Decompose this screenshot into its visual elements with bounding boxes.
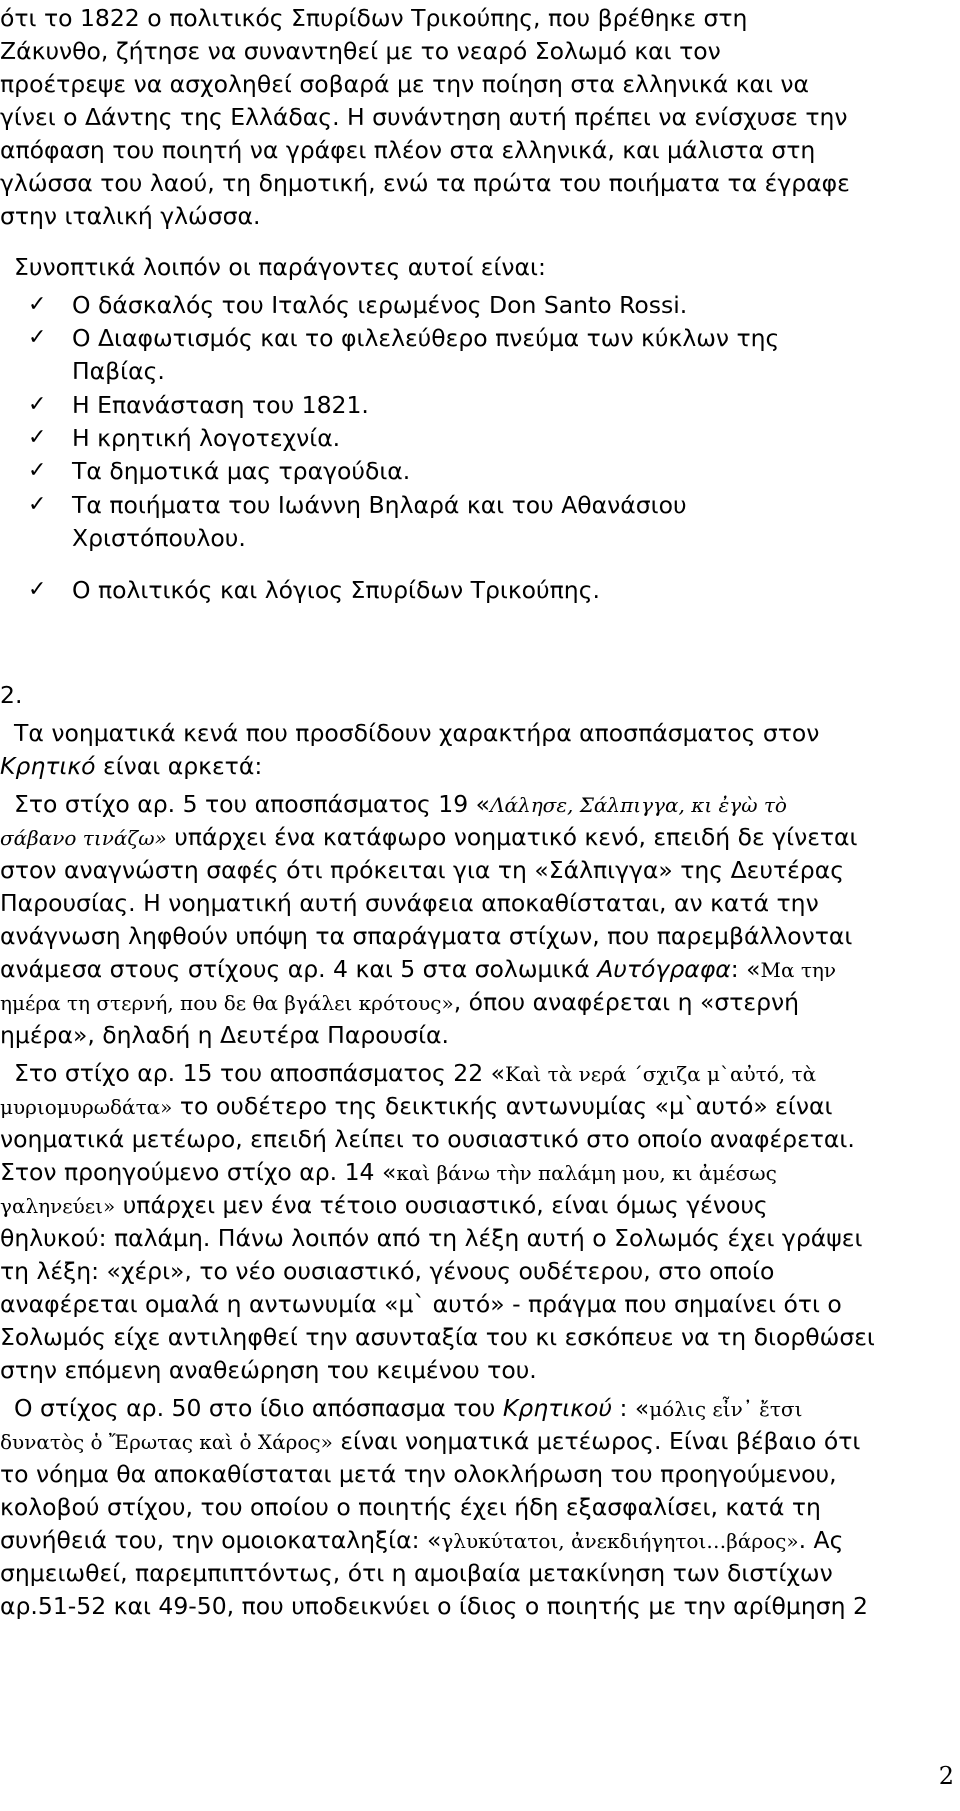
check-icon: ✓: [28, 292, 47, 317]
text-line: στον αναγνώστη σαφές ότι πρόκειται για τη «Σάλπιγγα» της Δευτέρας: [0, 856, 844, 884]
check-icon: ✓: [28, 458, 47, 483]
quote: ημέρα τη στερνή, που δε θα βγάλει κρότους»: [0, 991, 454, 1015]
text-line: προέτρεψε να ασχοληθεί σοβαρά με την ποίηση στα ελληνικά και να: [0, 70, 810, 98]
check-icon: ✓: [28, 425, 47, 450]
list-item: Ο Διαφωτισμός και το φιλελεύθερο πνεύμα των κύκλων της: [72, 324, 780, 352]
text-line: αρ.51-52 και 49-50, που υποδεικνύει ο ίδιος ο ποιητής με την αρίθμηση 2: [0, 1592, 868, 1620]
quote: Λάλησε, Σάλπιγγα, κι ἐγὼ τὸ: [490, 793, 787, 817]
quote: γλυκύτατοι, ἀνεκδιήγητοι…βάρος»: [441, 1529, 799, 1553]
list-item: Ο πολιτικός και λόγιος Σπυρίδων Τρικούπης.: [72, 576, 600, 604]
quote: γαληνεύει»: [0, 1194, 116, 1218]
check-icon: ✓: [28, 492, 47, 517]
quote: καὶ βάνω τὴν παλάμη μου, κι ἀμέσως: [396, 1161, 777, 1185]
text-line: αναφέρεται ομαλά η αντωνυμία «μ` αυτό» - πράγμα που σημαίνει ότι ο: [0, 1290, 842, 1318]
list-item: Τα ποιήματα του Ιωάννη Βηλαρά και του Αθανάσιου: [72, 491, 687, 519]
text-line: θηλυκού: παλάμη. Πάνω λοιπόν από τη λέξη αυτή ο Σολωμός έχει γράψει: [0, 1224, 863, 1252]
text-line: ανάμεσα στους στίχους αρ. 4 και 5 στα σολωμικά Αυτόγραφα: «Μα την: [0, 955, 837, 983]
list-item: Τα δημοτικά μας τραγούδια.: [72, 457, 411, 485]
list-item: Ο δάσκαλός του Ιταλός ιερωμένος Don Santo Rossi.: [72, 291, 688, 319]
text-line: Στον προηγούμενο στίχο αρ. 14 «καὶ βάνω τὴν παλάμη μου, κι ἀμέσως: [0, 1158, 777, 1186]
text-line: ανάγνωση ληφθούν υπόψη τα σπαράγματα στίχων, που παρεμβάλλονται: [0, 922, 853, 950]
text-line: Σολωμός είχε αντιληφθεί την ασυνταξία του κι εσκόπευε να τη διορθώσει: [0, 1323, 875, 1351]
page-number: 2: [938, 1762, 954, 1790]
text-line: Παρουσίας. Η νοηματική αυτή συνάφεια αποκαθίσταται, αν κατά την: [0, 889, 819, 917]
text-line: γλώσσα του λαού, τη δημοτική, ενώ τα πρώτα του ποιήματα τα έγραφε: [0, 169, 850, 197]
text-line: Κρητικό είναι αρκετά:: [0, 752, 263, 780]
work-title: Κρητικού: [502, 1394, 613, 1422]
text-line: Στο στίχο αρ. 5 του αποσπάσματος 19 «Λάλησε, Σάλπιγγα, κι ἐγὼ τὸ: [14, 790, 787, 818]
work-title: Κρητικό: [0, 752, 96, 780]
check-icon: ✓: [28, 577, 47, 602]
text-line: στην επόμενη αναθεώρηση του κειμένου του.: [0, 1356, 537, 1384]
quote: Μα την: [760, 958, 837, 982]
text-line: κολοβού στίχου, του οποίου ο ποιητής έχει ήδη εξασφαλίσει, κατά τη: [0, 1493, 821, 1521]
text-line: Τα νοηματικά κενά που προσδίδουν χαρακτήρα αποσπάσματος στον: [14, 719, 820, 747]
text-line: γαληνεύει» υπάρχει μεν ένα τέτοιο ουσιαστικό, είναι όμως γένους: [0, 1191, 768, 1219]
text-line: μυριομυρωδάτα» το ουδέτερο της δεικτικής αντωνυμίας «μ`αυτό» είναι: [0, 1092, 833, 1120]
section-number: 2.: [0, 681, 23, 709]
work-title: Αυτόγραφα: [597, 955, 731, 983]
text-line: απόφαση του ποιητή να γράφει πλέον στα ελληνικά, και μάλιστα στη: [0, 136, 816, 164]
text-line: ημέρα τη στερνή, που δε θα βγάλει κρότους», όπου αναφέρεται η «στερνή: [0, 988, 800, 1016]
text-line: ότι το 1822 ο πολιτικός Σπυρίδων Τρικούπης, που βρέθηκε στη: [0, 4, 748, 32]
text-line: το νόημα θα αποκαθίσταται μετά την ολοκλήρωση του προηγούμενου,: [0, 1460, 837, 1488]
text-line: γίνει ο Δάντης της Ελλάδας. Η συνάντηση αυτή πρέπει να ενίσχυσε την: [0, 103, 848, 131]
quote: σάβανο τινάζω»: [0, 826, 167, 850]
quote: δυνατὸς ὁ Ἔρωτας καὶ ὁ Χάρος»: [0, 1430, 333, 1454]
text-line: σημειωθεί, παρεμπιπτόντως, ότι η αμοιβαία μετακίνηση των διστίχων: [0, 1559, 833, 1587]
list-item: Η κρητική λογοτεχνία.: [72, 424, 341, 452]
text-line: Ο στίχος αρ. 50 στο ίδιο απόσπασμα του Κρητικού : «μόλις εἶν᾿ ἔτσι: [14, 1394, 803, 1422]
check-icon: ✓: [28, 325, 47, 350]
text-line: δυνατὸς ὁ Ἔρωτας καὶ ὁ Χάρος» είναι νοηματικά μετέωρος. Είναι βέβαιο ότι: [0, 1427, 861, 1455]
text-line: στην ιταλική γλώσσα.: [0, 202, 261, 230]
check-icon: ✓: [28, 392, 47, 417]
summary-intro: Συνοπτικά λοιπόν οι παράγοντες αυτοί είναι:: [14, 253, 546, 281]
list-item: Η Επανάσταση του 1821.: [72, 391, 369, 419]
text-line: σάβανο τινάζω» υπάρχει ένα κατάφωρο νοηματικό κενό, επειδή δε γίνεται: [0, 823, 858, 851]
list-item-continuation: Χριστόπουλου.: [72, 524, 246, 552]
quote: Καὶ τὰ νερά ΄σχιζα μ`αὐτό, τὰ: [505, 1062, 817, 1086]
text-line: νοηματικά μετέωρο, επειδή λείπει το ουσιαστικό στο οποίο αναφέρεται.: [0, 1125, 855, 1153]
text-line: Ζάκυνθο, ζήτησε να συναντηθεί με το νεαρό Σολωμό και τον: [0, 37, 721, 65]
text-line: ημέρα», δηλαδή η Δευτέρα Παρουσία.: [0, 1021, 450, 1049]
text-line: συνήθειά του, την ομοιοκαταληξία: «γλυκύτατοι, ἀνεκδιήγητοι…βάρος». Ας: [0, 1526, 844, 1554]
text-line: τη λέξη: «χέρι», το νέο ουσιαστικό, γένους ουδέτερου, στο οποίο: [0, 1257, 775, 1285]
quote: μόλις εἶν᾿ ἔτσι: [649, 1397, 803, 1421]
text-line: Στο στίχο αρ. 15 του αποσπάσματος 22 «Καὶ τὰ νερά ΄σχιζα μ`αὐτό, τὰ: [14, 1059, 817, 1087]
list-item-continuation: Παβίας.: [72, 357, 165, 385]
quote: μυριομυρωδάτα»: [0, 1095, 173, 1119]
